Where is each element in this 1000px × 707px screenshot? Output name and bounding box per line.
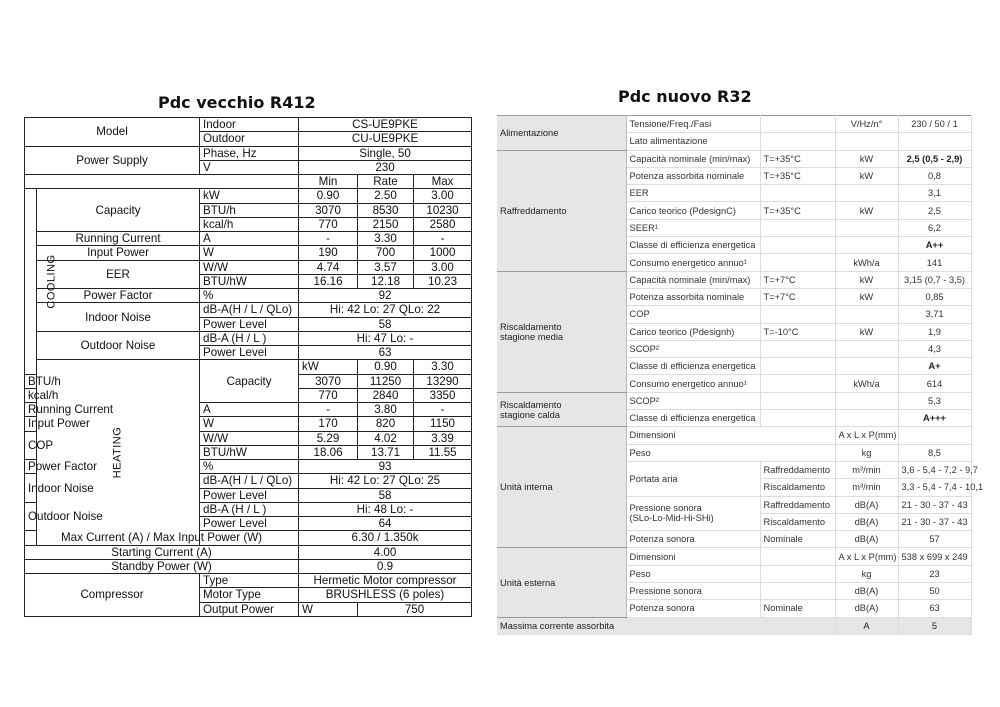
spec-value: 2,5 xyxy=(898,202,971,219)
spec-condition xyxy=(760,340,835,357)
spec-label: Potenza assorbita nominale xyxy=(626,167,760,184)
table-cell: Running Current xyxy=(37,232,200,246)
spec-unit: kWh/a xyxy=(835,254,898,271)
table-cell: Portata aria xyxy=(626,461,760,496)
table-cell: 3.57 xyxy=(358,260,414,274)
outdoor-model: CU-UE9PKE xyxy=(299,132,472,146)
spec-label: Consumo energetico annuo¹ xyxy=(626,254,760,271)
table-cell: dB-A (H / L ) xyxy=(200,502,299,516)
spec-row xyxy=(497,150,971,167)
table-cell: Peso xyxy=(626,565,760,582)
table-cell: 190 xyxy=(299,246,358,260)
pressione-title: Pressione sonora xyxy=(629,503,702,514)
table-cell: Nominale xyxy=(760,600,835,617)
indoor-model: CS-UE9PKE xyxy=(299,118,472,132)
table-cell: Indoor Noise xyxy=(25,474,37,503)
table-cell: Hi: 48 Lo: - xyxy=(299,502,472,516)
table-cell: 12.18 xyxy=(358,274,414,288)
spec-label: SEER¹ xyxy=(626,219,760,236)
table-cell: 8530 xyxy=(358,203,414,217)
spec-label: COP xyxy=(626,306,760,323)
spec-condition xyxy=(760,185,835,202)
spec-label: SCOP² xyxy=(626,392,760,409)
table-cell: 63 xyxy=(898,600,971,617)
table-cell: Raffreddamento xyxy=(760,461,835,478)
capacity-label: Capacity xyxy=(200,360,299,403)
table-row xyxy=(25,559,472,573)
table-cell: Hi: 47 Lo: - xyxy=(299,331,472,345)
group-label: Riscaldamento stagione media xyxy=(497,271,626,392)
table-cell: 6.30 / 1.350k xyxy=(299,531,472,545)
table-cell: 770 xyxy=(299,388,358,402)
spec-row xyxy=(497,116,971,133)
group-label: Unità interna xyxy=(497,427,626,548)
spec-condition xyxy=(760,116,835,133)
max-current-label: Massima corrente assorbita xyxy=(497,617,835,634)
spec-value: 614 xyxy=(898,375,971,392)
pressione-subtitle: (SLo-Lo-Mid-Hi-SHi) xyxy=(629,513,714,524)
table-cell: 16.16 xyxy=(299,274,358,288)
table-cell: 750 xyxy=(358,602,472,616)
table-cell: 3.30 xyxy=(414,360,472,374)
spec-label: Consumo energetico annuo¹ xyxy=(626,375,760,392)
right-title: Pdc nuovo R32 xyxy=(618,87,752,106)
spec-condition xyxy=(760,392,835,409)
spec-unit: kWh/a xyxy=(835,375,898,392)
table-cell: BRUSHLESS (6 poles) xyxy=(299,588,472,602)
table-cell: A xyxy=(200,403,299,417)
table-row xyxy=(25,260,472,274)
power-supply-label: Power Supply xyxy=(25,146,200,175)
table-cell: m³/min xyxy=(835,479,898,496)
table-cell: dB-A(H / L / QLo) xyxy=(200,303,299,317)
table-cell: 170 xyxy=(299,417,358,431)
spec-unit xyxy=(835,237,898,254)
spec-row xyxy=(497,271,971,288)
table-cell: BTU/hW xyxy=(200,445,299,459)
spec-unit xyxy=(835,219,898,236)
table-cell: Standby Power (W) xyxy=(25,559,299,573)
spec-condition xyxy=(760,375,835,392)
table-cell: 4.02 xyxy=(358,431,414,445)
spec-condition: T=+35°C xyxy=(760,150,835,167)
old-spec-table xyxy=(24,117,472,617)
table-cell: Single, 50 xyxy=(299,146,472,160)
table-cell: V xyxy=(200,160,299,174)
spec-value: 3,1 xyxy=(898,185,971,202)
table-cell: 11.55 xyxy=(414,445,472,459)
table-cell: BTU/h xyxy=(25,374,37,388)
spec-unit: kW xyxy=(835,288,898,305)
table-cell: W/W xyxy=(200,431,299,445)
table-cell: BTU/h xyxy=(200,203,299,217)
table-cell: Power Level xyxy=(200,517,299,531)
spec-label: Tensione/Freq./Fasi xyxy=(626,116,760,133)
table-row xyxy=(25,246,472,260)
table-cell: 10.23 xyxy=(414,274,472,288)
spec-label: EER xyxy=(626,185,760,202)
table-row xyxy=(25,232,472,246)
table-row xyxy=(25,189,472,203)
table-cell: kW xyxy=(200,189,299,203)
table-cell: dB(A) xyxy=(835,531,898,548)
table-cell: - xyxy=(299,232,358,246)
spec-value: 3,15 (0,7 - 3,5) xyxy=(898,271,971,288)
table-cell: 23 xyxy=(898,565,971,582)
spec-unit: kW xyxy=(835,167,898,184)
table-cell: 92 xyxy=(299,289,472,303)
table-cell: 3,3 - 5,4 - 7,4 - 10,1 xyxy=(898,479,971,496)
table-row xyxy=(25,403,472,417)
table-cell: 3070 xyxy=(299,374,358,388)
spec-unit: kW xyxy=(835,323,898,340)
spec-value: 4,3 xyxy=(898,340,971,357)
spec-unit: kW xyxy=(835,202,898,219)
spec-value: A+++ xyxy=(898,410,971,427)
spec-label: Classe di efficienza energetica xyxy=(626,237,760,254)
table-cell: Hi: 42 Lo: 27 QLo: 22 xyxy=(299,303,472,317)
efficiency-label: EER xyxy=(37,260,200,289)
table-cell: 58 xyxy=(299,488,472,502)
table-cell: 3.00 xyxy=(414,260,472,274)
table-cell: 2.50 xyxy=(358,189,414,203)
table-cell: Dimensioni xyxy=(626,427,835,444)
spec-label: Lato alimentazione xyxy=(626,133,760,150)
table-cell: 63 xyxy=(299,346,472,360)
table-cell: W xyxy=(200,417,299,431)
table-cell: Running Current xyxy=(25,403,37,417)
table-cell: - xyxy=(414,403,472,417)
group-label: Alimentazione xyxy=(497,116,626,151)
cooling-section-label xyxy=(25,189,58,374)
table-cell: Power Level xyxy=(200,488,299,502)
table-cell: Dimensioni xyxy=(626,548,760,565)
spec-unit xyxy=(835,410,898,427)
spec-value: 2,5 (0,5 - 2,9) xyxy=(898,150,971,167)
table-cell: 0.90 xyxy=(299,189,358,203)
spec-condition: T=+35°C xyxy=(760,167,835,184)
table-cell: % xyxy=(200,460,299,474)
table-cell: Power Factor xyxy=(37,289,200,303)
spec-condition: T=+7°C xyxy=(760,271,835,288)
table-cell: Indoor Noise xyxy=(37,303,200,332)
spec-label: Capacità nominale (min/max) xyxy=(626,150,760,167)
capacity-label: Capacity xyxy=(37,189,200,232)
table-cell: A x L x P(mm) xyxy=(835,427,898,444)
table-row xyxy=(25,118,472,132)
spec-condition xyxy=(760,219,835,236)
spec-condition: T=+7°C xyxy=(760,288,835,305)
spec-value: A+ xyxy=(898,358,971,375)
spec-value: 5,3 xyxy=(898,392,971,409)
spec-unit: kW xyxy=(835,271,898,288)
heating-label-text: HEATING xyxy=(111,427,124,479)
table-cell: 58 xyxy=(299,317,472,331)
table-cell: W xyxy=(200,246,299,260)
table-cell: W xyxy=(299,602,358,616)
spec-label: Classe di efficienza energetica xyxy=(626,358,760,375)
table-cell: A xyxy=(200,232,299,246)
table-cell: 57 xyxy=(898,531,971,548)
spec-unit: V/Hz/n° xyxy=(835,116,898,133)
table-row xyxy=(25,289,472,303)
table-row xyxy=(25,331,472,345)
table-cell: 1150 xyxy=(414,417,472,431)
table-cell: Motor Type xyxy=(200,588,299,602)
table-cell: 538 x 699 x 249 xyxy=(898,548,971,565)
table-cell: 700 xyxy=(358,246,414,260)
table-row xyxy=(25,531,472,545)
spec-condition xyxy=(760,410,835,427)
efficiency-label: COP xyxy=(25,431,37,460)
table-cell xyxy=(898,427,971,444)
spec-condition xyxy=(760,237,835,254)
spec-value: 141 xyxy=(898,254,971,271)
table-cell: m³/min xyxy=(835,461,898,478)
table-cell: Pressione sonora xyxy=(626,583,760,600)
spec-condition: T=-10°C xyxy=(760,323,835,340)
table-row xyxy=(25,360,472,374)
spec-value: 3,71 xyxy=(898,306,971,323)
new-spec-table xyxy=(497,115,984,635)
table-cell: kW xyxy=(299,360,358,374)
rate-header: Rate xyxy=(358,175,414,189)
table-cell: Riscaldamento xyxy=(760,479,835,496)
spec-label: Capacità nominale (min/max) xyxy=(626,271,760,288)
group-label: Unità esterna xyxy=(497,548,626,617)
table-cell: Potenza sonora xyxy=(626,531,760,548)
table-cell: dB(A) xyxy=(835,600,898,617)
spec-label: Carico teorico (Pdesignh) xyxy=(626,323,760,340)
table-cell: Input Power xyxy=(37,246,200,260)
cooling-label-text: COOLING xyxy=(45,254,58,309)
table-cell: Power Factor xyxy=(25,460,37,474)
table-cell: 2840 xyxy=(358,388,414,402)
table-cell: 4.00 xyxy=(299,545,472,559)
table-cell: Outdoor Noise xyxy=(37,331,200,360)
spec-value: 1,9 xyxy=(898,323,971,340)
table-cell: 3.80 xyxy=(358,403,414,417)
table-cell: Power Level xyxy=(200,317,299,331)
table-cell: 5 xyxy=(898,617,971,634)
group-label: Riscaldamento stagione calda xyxy=(497,392,626,427)
table-cell: dB-A(H / L / QLo) xyxy=(200,474,299,488)
table-cell: Nominale xyxy=(760,531,835,548)
spec-value: A++ xyxy=(898,237,971,254)
table-cell: 3.39 xyxy=(414,431,472,445)
table-cell: Starting Current (A) xyxy=(25,545,299,559)
table-cell: A x L x P(mm) xyxy=(835,548,898,565)
table-cell: 18.06 xyxy=(299,445,358,459)
table-cell: 64 xyxy=(299,517,472,531)
spec-label: Carico teorico (PdesignC) xyxy=(626,202,760,219)
table-cell: 4.74 xyxy=(299,260,358,274)
table-cell: dB(A) xyxy=(835,583,898,600)
max-header: Max xyxy=(414,175,472,189)
table-cell: 2580 xyxy=(414,217,472,231)
outdoor-label: Outdoor xyxy=(200,132,299,146)
min-header: Min xyxy=(299,175,358,189)
table-cell: 3,6 - 5,4 - 7,2 - 9,7 xyxy=(898,461,971,478)
spec-value: 0,85 xyxy=(898,288,971,305)
spec-unit xyxy=(835,133,898,150)
table-cell: kcal/h xyxy=(25,388,37,402)
table-cell xyxy=(25,175,299,189)
indoor-label: Indoor xyxy=(200,118,299,132)
table-cell: dB-A (H / L ) xyxy=(200,331,299,345)
table-cell: 3.30 xyxy=(358,232,414,246)
spec-condition xyxy=(760,306,835,323)
table-cell: 2150 xyxy=(358,217,414,231)
spec-unit xyxy=(835,340,898,357)
table-cell: 1000 xyxy=(414,246,472,260)
spec-unit xyxy=(835,358,898,375)
spec-value xyxy=(898,133,971,150)
table-cell: Peso xyxy=(626,444,835,461)
table-cell: Raffreddamento xyxy=(760,496,835,513)
table-row xyxy=(25,574,472,588)
table-cell: 0.90 xyxy=(358,360,414,374)
table-cell: Input Power xyxy=(25,417,37,431)
spec-value: 0,8 xyxy=(898,167,971,184)
table-cell: Power Level xyxy=(200,346,299,360)
spec-label: SCOP² xyxy=(626,340,760,357)
table-cell xyxy=(760,548,835,565)
table-cell: 21 - 30 - 37 - 43 xyxy=(898,513,971,530)
spec-value: 6,2 xyxy=(898,219,971,236)
max-current-row xyxy=(497,617,971,634)
spec-condition xyxy=(760,358,835,375)
table-cell: 820 xyxy=(358,417,414,431)
table-cell: dB(A) xyxy=(835,513,898,530)
spec-label: Classe di efficienza energetica xyxy=(626,410,760,427)
table-cell: - xyxy=(414,232,472,246)
table-cell xyxy=(760,565,835,582)
table-cell: 230 xyxy=(299,160,472,174)
table-cell: - xyxy=(299,403,358,417)
table-row xyxy=(25,146,472,160)
table-cell: 8,5 xyxy=(898,444,971,461)
spec-value: 230 / 50 / 1 xyxy=(898,116,971,133)
table-cell: 3070 xyxy=(299,203,358,217)
pressione-label xyxy=(626,496,760,531)
spec-condition: T=+35°C xyxy=(760,202,835,219)
table-cell: 21 - 30 - 37 - 43 xyxy=(898,496,971,513)
table-cell: 11250 xyxy=(358,374,414,388)
spec-unit xyxy=(835,392,898,409)
table-cell: Potenza sonora xyxy=(626,600,760,617)
table-cell: 93 xyxy=(299,460,472,474)
table-cell: kcal/h xyxy=(200,217,299,231)
spec-unit: kW xyxy=(835,150,898,167)
spec-row xyxy=(497,392,971,409)
table-cell: dB(A) xyxy=(835,496,898,513)
table-cell: BTU/hW xyxy=(200,274,299,288)
table-row xyxy=(25,175,472,189)
group-label: Raffreddamento xyxy=(497,150,626,271)
model-label: Model xyxy=(25,118,200,147)
spec-condition xyxy=(760,133,835,150)
table-cell: Type xyxy=(200,574,299,588)
spec-row xyxy=(497,427,971,444)
spec-row xyxy=(497,548,971,565)
table-cell: Outdoor Noise xyxy=(25,502,37,531)
table-cell: kg xyxy=(835,444,898,461)
table-cell: Riscaldamento xyxy=(760,513,835,530)
table-cell: 5.29 xyxy=(299,431,358,445)
table-cell: 3.00 xyxy=(414,189,472,203)
spec-label: Potenza assorbita nominale xyxy=(626,288,760,305)
table-cell: Output Power xyxy=(200,602,299,616)
table-cell: 10230 xyxy=(414,203,472,217)
spec-condition xyxy=(760,254,835,271)
table-cell: Hi: 42 Lo: 27 QLo: 25 xyxy=(299,474,472,488)
table-cell: Max Current (A) / Max Input Power (W) xyxy=(25,531,299,545)
table-cell: 13290 xyxy=(414,374,472,388)
left-title: Pdc vecchio R412 xyxy=(158,93,316,112)
table-cell xyxy=(760,583,835,600)
table-cell: 3350 xyxy=(414,388,472,402)
table-row xyxy=(25,545,472,559)
table-row xyxy=(25,460,472,474)
table-cell: 0.9 xyxy=(299,559,472,573)
table-cell: Hermetic Motor compressor xyxy=(299,574,472,588)
table-cell: A xyxy=(835,617,898,634)
compressor-label: Compressor xyxy=(25,574,200,617)
spec-unit xyxy=(835,306,898,323)
table-cell: 770 xyxy=(299,217,358,231)
table-cell: kg xyxy=(835,565,898,582)
table-cell: 50 xyxy=(898,583,971,600)
table-cell: W/W xyxy=(200,260,299,274)
table-row xyxy=(25,303,472,317)
table-cell: % xyxy=(200,289,299,303)
table-cell: 13.71 xyxy=(358,445,414,459)
table-cell: Phase, Hz xyxy=(200,146,299,160)
spec-unit xyxy=(835,185,898,202)
